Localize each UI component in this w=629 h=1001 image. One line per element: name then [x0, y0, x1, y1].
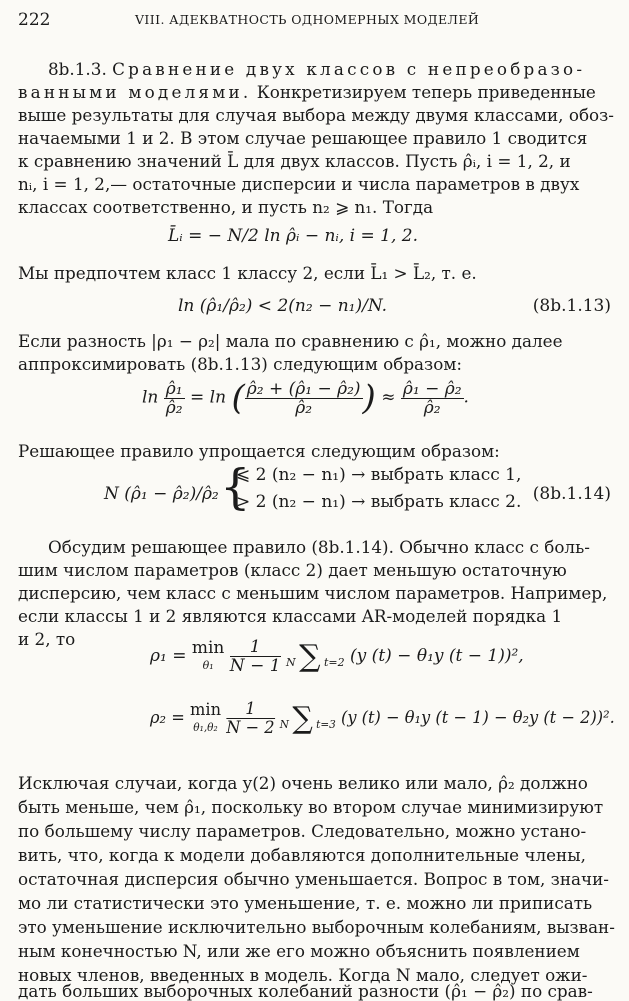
text-line: начаемыми 1 и 2. В этом случае решающее правило 1 сводится: [18, 128, 588, 148]
text-line: классах соответственно, и пусть n₂ ⩾ n₁. Тогда: [18, 197, 434, 217]
section-title: Сравнение двух классов с непреобразо-: [112, 59, 586, 79]
text-line: дисперсию, чем класс с меньшим числом параметров. Например,: [18, 583, 608, 603]
fraction: $\frac{\text{ρ̂₁ − ρ̂₂}}{\text{ρ̂₂}}$: [402, 378, 462, 418]
running-title: VIII. АДЕКВАТНОСТЬ ОДНОМЕРНЫХ МОДЕЛЕЙ: [135, 12, 480, 27]
text-line: это уменьшение исключительно выборочным колебаниям, вызван-: [18, 917, 615, 937]
fraction: $\frac{\text{ρ̂₁}}{\text{ρ̂₂}}$: [165, 378, 183, 418]
page-number: 222: [18, 10, 51, 30]
equation-number: (8b.1.14): [532, 484, 611, 504]
text-line: ванными моделями. Конкретизируем теперь приведенные: [18, 82, 596, 102]
text-line: по большему числу параметров. Следовательно, можно устано-: [18, 821, 587, 841]
summation: N ∑ t=2: [285, 638, 345, 674]
fraction: $\frac{1}{N - 1}$: [229, 637, 281, 676]
text-line: [48, 58, 585, 80]
equation-8b.1.14-lhs: N (ρ̂₁ − ρ̂₂)/ρ̂₂: [104, 484, 219, 504]
fraction: $\frac{\text{ρ̂₂ + (ρ̂₁ − ρ̂₂)}}{\text{ρ̂₂}}$: [246, 378, 361, 418]
text-line: к сравнению значений L̄ для двух классов. Пусть ρ̂ᵢ, i = 1, 2, и: [18, 151, 571, 171]
text-line: nᵢ, i = 1, 2,— остаточные дисперсии и числа параметров в двух: [18, 174, 580, 194]
text-line: ным конечностью N, или же его можно объяснить появлением: [18, 941, 580, 961]
text-line: дать больших выборочных колебаний разности (ρ̂₁ − ρ̂₂) по срав-: [18, 981, 593, 1001]
text-line: Исключая случаи, когда y(2) очень велико или мало, ρ̂₂ должно: [18, 773, 588, 793]
text-line: аппроксимировать (8b.1.13) следующим образом:: [18, 354, 463, 374]
page-header: [18, 10, 611, 32]
equation-case-1: ⩽ 2 (n₂ − n₁) → выбрать класс 1,: [236, 465, 522, 485]
equation-rho2: ρ₂ = min θ₁,θ₂ $\frac{1}{N - 2}$ N ∑ t=3 (y (t) − θ₁y (t − 1) − θ₂y (t − 2))².: [150, 699, 615, 738]
text-line: если классы 1 и 2 являются классами AR-моделей порядка 1: [18, 606, 563, 626]
brace: {: [220, 459, 251, 515]
section-title-cont: ванными моделями.: [18, 82, 252, 102]
text-line: шим числом параметров (класс 2) дает меньшую остаточную: [18, 560, 567, 580]
text-line: новых членов, введенных в модель. Когда N мало, следует ожи-: [18, 965, 588, 985]
text-line: и 2, то: [18, 629, 76, 649]
fraction: $\frac{1}{N - 2}$: [226, 699, 275, 738]
text-line: Если разность |ρ₁ − ρ₂| мала по сравнению с ρ̂₁, можно далее: [18, 331, 563, 351]
summation: N ∑ t=3: [279, 700, 336, 736]
equation-case-2: > 2 (n₂ − n₁) → выбрать класс 2.: [236, 492, 522, 512]
text-line: Решающее правило упрощается следующим образом:: [18, 441, 500, 461]
text-line: вить, что, когда к модели добавляются дополнительные члены,: [18, 845, 586, 865]
text-line: остаточная дисперсия обычно уменьшается. Вопрос в том, значи-: [18, 869, 609, 889]
equation-L: L̄ᵢ = − N/2 ln ρ̂ᵢ − nᵢ, i = 1, 2.: [168, 226, 418, 246]
section-number: 8b.1.3.: [48, 59, 107, 79]
equation-8b.1.13: ln (ρ̂₁/ρ̂₂) < 2(n₂ − n₁)/N.: [178, 296, 388, 316]
equation-rho1: ρ₁ = min θ₁ $\frac{1}{N - 1}$ N ∑ t=2 (y (t) − θ₁y (t − 1))²,: [150, 637, 524, 676]
equation-number: (8b.1.13): [532, 296, 611, 316]
text-line: мо ли статистически это уменьшение, т. е. можно ли приписать: [18, 893, 593, 913]
text-line: выше результаты для случая выбора между двумя классами, обоз-: [18, 105, 614, 125]
text-line: Мы предпочтем класс 1 классу 2, если L̄₁ > L̄₂, т. е.: [18, 263, 477, 283]
equation-approximation: ln $\frac{\text{ρ̂₁}}{\text{ρ̂₂}}$ = ln ( $\frac{\text{ρ̂₂ + (ρ̂₁ − ρ̂₂)}}{\text{ρ̂₂}}$ ) ≈ $\frac{\text{ρ̂₁ − ρ̂₂}}{\text{ρ̂₂}}$ .: [142, 378, 469, 418]
text-line: Обсудим решающее правило (8b.1.14). Обычно класс с боль-: [48, 537, 590, 557]
text-line: быть меньше, чем ρ̂₁, поскольку во втором случае минимизируют: [18, 797, 604, 817]
